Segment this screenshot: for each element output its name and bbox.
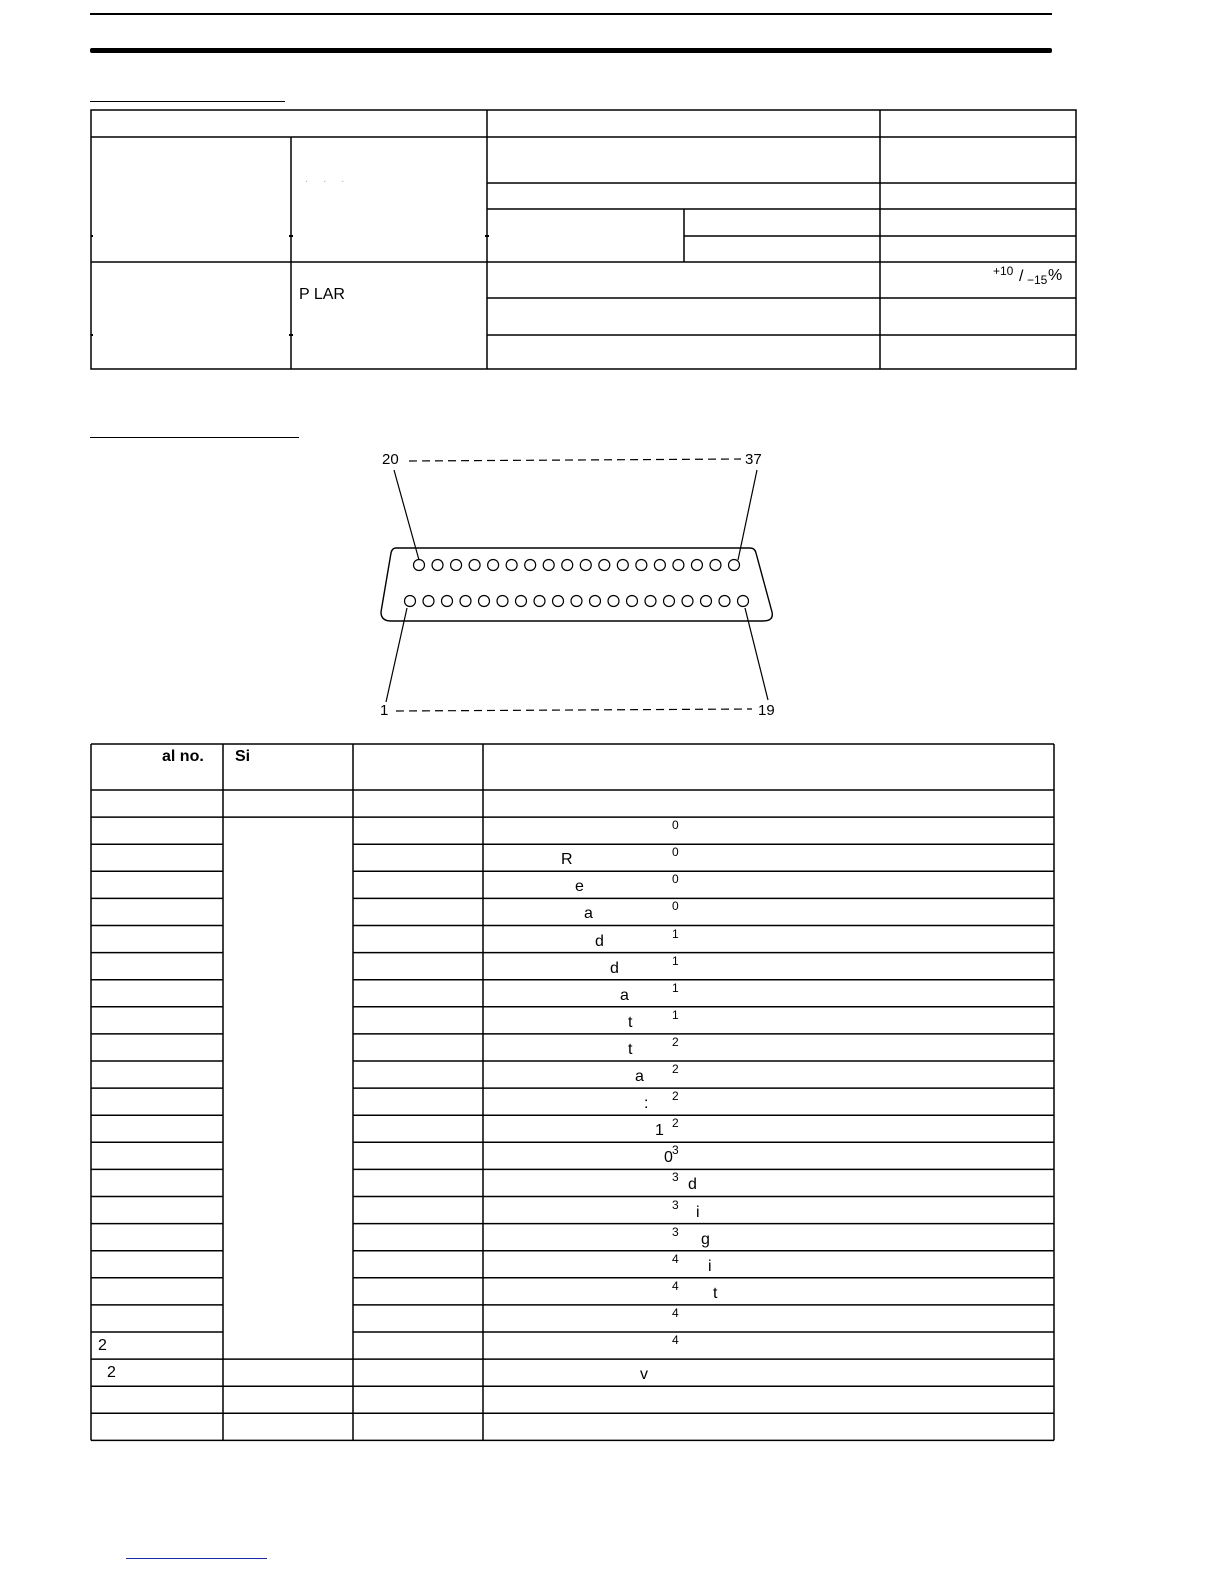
pin-row-description: i — [708, 1257, 712, 1275]
pin-row-description: g — [701, 1230, 710, 1248]
pin-row-index: 2 — [107, 1364, 116, 1382]
pin-row-description: i — [696, 1203, 700, 1221]
pin-row-bit-superscript: 0 — [672, 899, 679, 914]
pin-row-description: R — [561, 851, 573, 869]
pin-row-index: 2 — [98, 1337, 107, 1354]
pin-row-description: d — [610, 959, 619, 977]
pin-row-bit-superscript: 0 — [672, 872, 679, 887]
pin-row-bit-superscript: 3 — [672, 1224, 679, 1239]
pin-row-bit-superscript: 3 — [672, 1197, 679, 1212]
pin-row-description: d — [595, 932, 604, 950]
tolerance-plus: +10 — [993, 264, 1014, 278]
pin-row-description: : — [644, 1095, 649, 1113]
pin-row-description: a — [584, 905, 593, 923]
pin-row-description: 0 — [664, 1149, 673, 1167]
pin-row-description: t — [628, 1040, 633, 1058]
spec-faint-fragment: . . . — [305, 173, 351, 185]
pin-row-bit-superscript: 3 — [672, 1170, 679, 1185]
pin-table-header-terminal: al no. — [162, 748, 204, 765]
pin-row-description: 1 — [655, 1122, 664, 1140]
pin-label-1: 1 — [380, 702, 389, 719]
pin-row-bit-superscript: 1 — [672, 1007, 679, 1022]
pin-label-19: 19 — [758, 702, 775, 719]
tolerance-slash: / — [1019, 268, 1024, 285]
pin-row-description: v — [640, 1366, 648, 1384]
pin-row-bit-superscript: 2 — [672, 1089, 679, 1104]
pin-row-description: t — [713, 1284, 718, 1302]
footer-link-underline — [126, 1558, 267, 1559]
pin-row-description: d — [688, 1176, 697, 1194]
pin-row-description: a — [620, 986, 629, 1004]
pin-label-37: 37 — [745, 451, 762, 468]
pin-label-20: 20 — [382, 451, 399, 468]
pin-row-bit-superscript: 3 — [672, 1143, 679, 1158]
spec-fragment-left: P LAR — [299, 286, 345, 303]
pin-row-bit-superscript: 2 — [672, 1062, 679, 1076]
tolerance-minus: −15 — [1027, 273, 1048, 287]
pin-row-bit-superscript: 0 — [672, 845, 679, 860]
pin-row-bit-superscript: 4 — [672, 1251, 679, 1266]
pin-row-description: e — [575, 878, 584, 896]
pin-row-bit-superscript: 1 — [672, 980, 679, 995]
pin-row-bit-superscript: 1 — [672, 926, 679, 941]
pin-row-description: a — [635, 1068, 644, 1085]
pin-row-description: t — [628, 1013, 633, 1031]
pin-row-bit-superscript: 4 — [672, 1333, 679, 1347]
pin-row-bit-superscript: 0 — [672, 818, 679, 833]
pin-row-bit-superscript: 2 — [672, 1116, 679, 1131]
pin-row-bit-superscript: 1 — [672, 953, 679, 968]
pin-row-bit-superscript: 4 — [672, 1278, 679, 1293]
tolerance-percent: % — [1048, 267, 1063, 284]
pin-row-bit-superscript: 4 — [672, 1305, 679, 1320]
pin-table-header-signal: Si — [235, 748, 251, 765]
pin-row-bit-superscript: 2 — [672, 1034, 679, 1049]
